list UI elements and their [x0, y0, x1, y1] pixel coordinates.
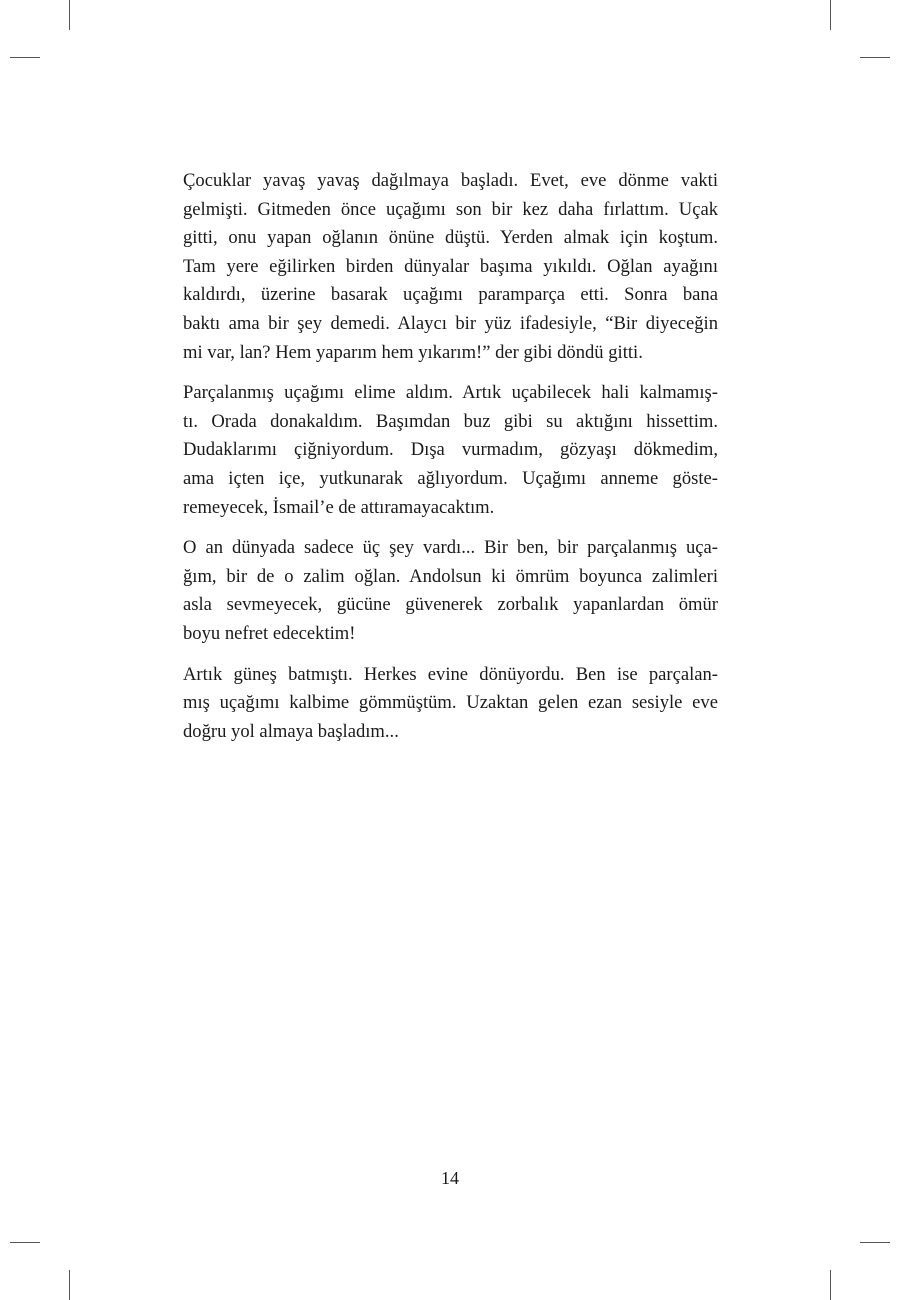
text-line: doğru yol almaya başladım...: [183, 720, 399, 742]
text-line: kaldırdı, üzerine basarak uçağımı paramparça etti. Sonra bana: [183, 284, 718, 306]
crop-mark-top-right-vertical: [830, 0, 831, 30]
text-line: Parçalanmış uçağımı elime aldım. Artık uçabilecek hali kalmamış-: [183, 382, 718, 404]
crop-mark-top-right-horizontal: [860, 57, 890, 58]
text-line: Tam yere eğilirken birden dünyalar başıma yıkıldı. Oğlan ayağını: [183, 255, 718, 277]
text-line: boyu nefret edecektim!: [183, 622, 356, 644]
text-line: asla sevmeyecek, gücüne güvenerek zorbalık yapanlardan ömür: [183, 594, 718, 616]
text-line: ğım, bir de o zalim oğlan. Andolsun ki ömrüm boyunca zalimleri: [183, 565, 718, 587]
crop-mark-bottom-right-vertical: [830, 1270, 831, 1300]
paragraph-2: [183, 379, 718, 522]
text-line: gitti, onu yapan oğlanın önüne düştü. Yerden almak için koştum.: [183, 227, 718, 249]
crop-mark-bottom-left-horizontal: [10, 1242, 40, 1243]
body-text: [183, 167, 718, 758]
text-line: baktı ama bir şey demedi. Alaycı bir yüz ifadesiyle, “Bir diyeceğin: [183, 312, 718, 334]
paragraph-4: [183, 661, 718, 747]
paragraph-1: [183, 167, 718, 367]
crop-mark-bottom-right-horizontal: [860, 1242, 890, 1243]
text-line: mış uçağımı kalbime gömmüştüm. Uzaktan gelen ezan sesiyle eve: [183, 692, 718, 714]
crop-mark-bottom-left-vertical: [69, 1270, 70, 1300]
text-line: gelmişti. Gitmeden önce uçağımı son bir kez daha fırlattım. Uçak: [183, 198, 718, 220]
text-line: Artık güneş batmıştı. Herkes evine dönüyordu. Ben ise parçalan-: [183, 663, 718, 685]
text-line: ama içten içe, yutkunarak ağlıyordum. Uçağımı anneme göste-: [183, 467, 718, 489]
text-line: O an dünyada sadece üç şey vardı... Bir ben, bir parçalanmış uça-: [183, 537, 718, 559]
text-line: tı. Orada donakaldım. Başımdan buz gibi su aktığını hissettim.: [183, 410, 718, 432]
text-line: Çocuklar yavaş yavaş dağılmaya başladı. Evet, eve dönme vakti: [183, 170, 718, 191]
crop-mark-top-left-horizontal: [10, 57, 40, 58]
text-line: remeyecek, İsmail’e de attıramayacaktım.: [183, 496, 495, 518]
crop-mark-top-left-vertical: [69, 0, 70, 30]
text-line: mi var, lan? Hem yaparım hem yıkarım!” der gibi döndü gitti.: [183, 341, 643, 363]
page-number: 14: [441, 1168, 459, 1188]
text-line: Dudaklarımı çiğniyordum. Dışa vurmadım, gözyaşı dökmedim,: [183, 439, 718, 461]
paragraph-3: [183, 534, 718, 648]
